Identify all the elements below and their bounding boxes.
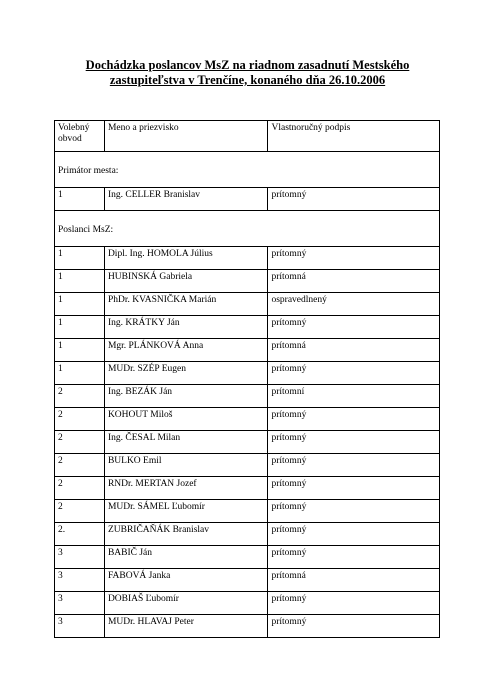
name-cell: KOHOUT Miloš [104,408,268,431]
signature-cell: prítomný [268,188,440,211]
signature-cell: prítomný [268,431,440,454]
district-cell: 1 [55,339,105,362]
district-cell: 2 [55,500,105,523]
table-row [55,500,440,523]
district-cell: 2 [55,385,105,408]
district-cell: 1 [55,188,105,211]
name-cell: HUBINSKÁ Gabriela [104,270,268,293]
district-cell: 2. [55,523,105,546]
signature-cell: prítomný [268,523,440,546]
table-row [55,431,440,454]
table-row [55,523,440,546]
table-row [55,385,440,408]
section-label: Poslanci MsZ: [55,211,440,247]
attendance-table [54,120,440,638]
district-cell: 3 [55,615,105,638]
header-district: Volebný obvod [55,121,105,152]
table-row [55,615,440,638]
district-cell: 3 [55,592,105,615]
name-cell: Mgr. PLÁNKOVÁ Anna [104,339,268,362]
table-row [55,316,440,339]
name-cell: ZUBRIČAŇÁK Branislav [104,523,268,546]
district-cell: 3 [55,546,105,569]
section-header-row [55,152,440,188]
section-label: Primátor mesta: [55,152,440,188]
table-row [55,293,440,316]
district-cell: 1 [55,270,105,293]
district-cell: 2 [55,477,105,500]
district-cell: 1 [55,293,105,316]
table-row [55,247,440,270]
table-row [55,454,440,477]
name-cell: PhDr. KVASNIČKA Marián [104,293,268,316]
signature-cell: prítomná [268,339,440,362]
name-cell: Dipl. Ing. HOMOLA Július [104,247,268,270]
signature-cell: prítomný [268,615,440,638]
district-cell: 2 [55,408,105,431]
table-row [55,270,440,293]
signature-cell: prítomná [268,270,440,293]
table-row [55,477,440,500]
district-cell: 2 [55,454,105,477]
name-cell: FABOVÁ Janka [104,569,268,592]
name-cell: MUDr. SÁMEL Ľubomír [104,500,268,523]
signature-cell: prítomní [268,385,440,408]
table-row [55,339,440,362]
signature-cell: prítomný [268,408,440,431]
header-name: Meno a priezvisko [104,121,268,152]
name-cell: Ing. KRÁTKY Ján [104,316,268,339]
signature-cell: prítomný [268,316,440,339]
signature-cell: prítomný [268,362,440,385]
table-body [55,152,440,638]
name-cell: MUDr. HLAVAJ Peter [104,615,268,638]
signature-cell: ospravedlnený [268,293,440,316]
district-cell: 1 [55,247,105,270]
signature-cell: prítomný [268,454,440,477]
name-cell: BULKO Emil [104,454,268,477]
signature-cell: prítomný [268,247,440,270]
section-header-row [55,211,440,247]
table-row [55,188,440,211]
table-row [55,362,440,385]
name-cell: Ing. ČESAL Milan [104,431,268,454]
table-row [55,408,440,431]
table-row [55,546,440,569]
table-row [55,569,440,592]
table-row [55,592,440,615]
name-cell: RNDr. MERTAN Jozef [104,477,268,500]
signature-cell: prítomný [268,592,440,615]
header-signature: Vlastnoručný podpis [268,121,440,152]
district-cell: 1 [55,362,105,385]
table-header-row [55,121,440,152]
name-cell: DOBIAŠ Ľubomír [104,592,268,615]
district-cell: 2 [55,431,105,454]
document-title [40,58,455,88]
name-cell: Ing. BEZÁK Ján [104,385,268,408]
name-cell: BABIČ Ján [104,546,268,569]
district-cell: 1 [55,316,105,339]
signature-cell: prítomný [268,546,440,569]
district-cell: 3 [55,569,105,592]
title-line-2: zastupiteľstva v Trenčíne, konaného dňa 26.10.2006 [109,73,386,87]
signature-cell: prítomný [268,500,440,523]
signature-cell: prítomná [268,569,440,592]
name-cell: MUDr. SZÉP Eugen [104,362,268,385]
signature-cell: prítomný [268,477,440,500]
name-cell: Ing. CELLER Branislav [104,188,268,211]
title-line-1: Dochádzka poslancov MsZ na riadnom zasadnutí Mestského [85,58,410,72]
